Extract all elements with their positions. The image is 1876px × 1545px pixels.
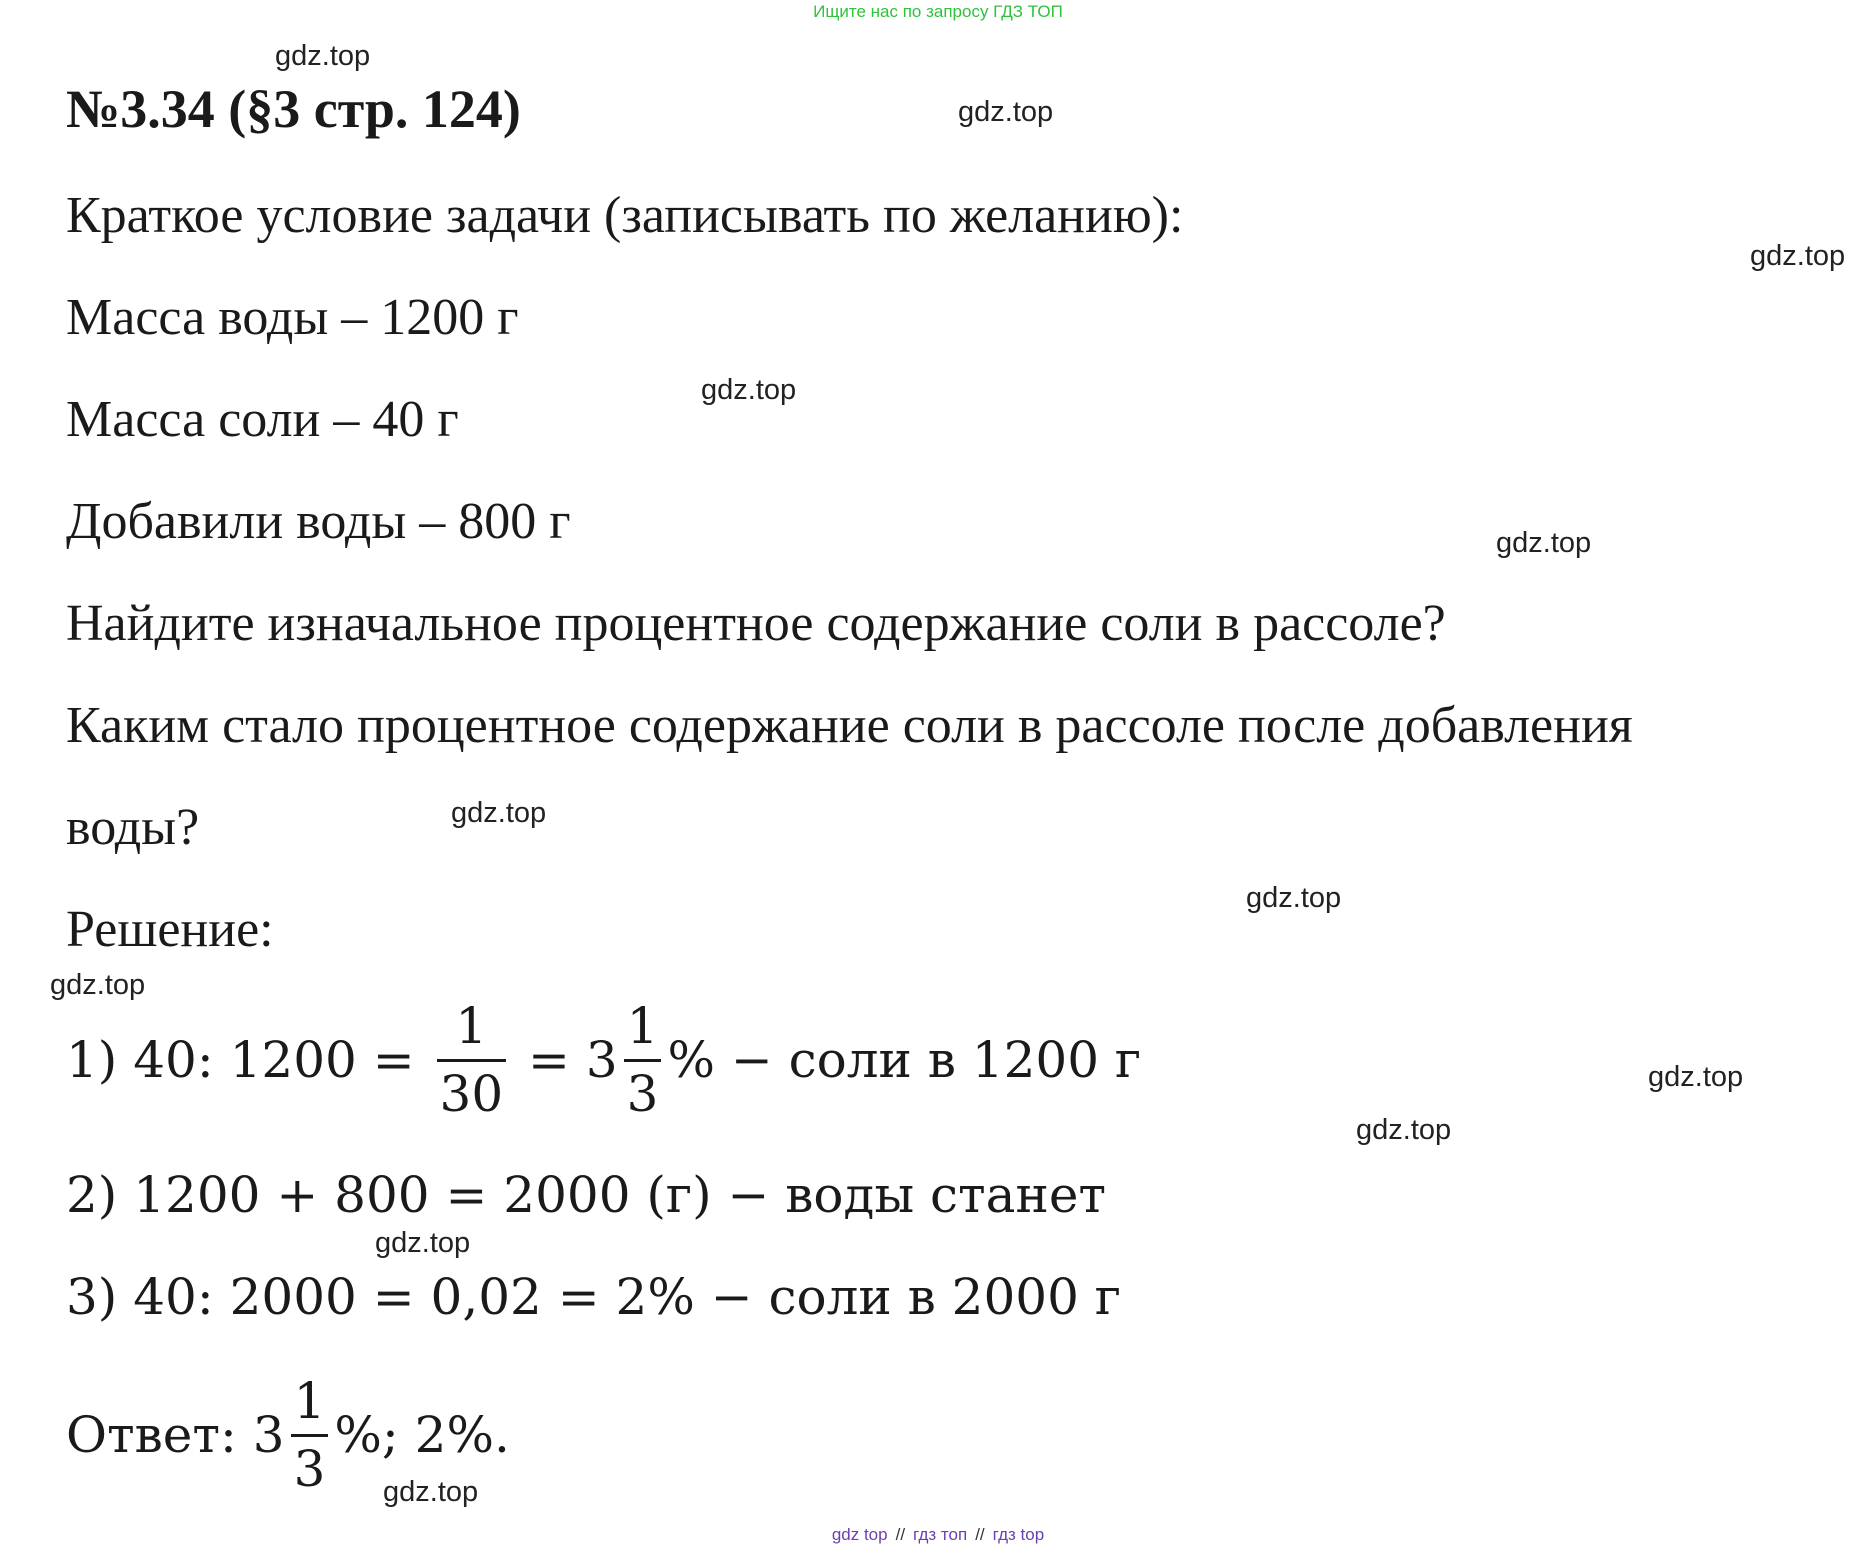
condition-added-water: Добавили воды – 800 г [66, 493, 571, 550]
condition-water-mass: Масса воды – 1200 г [66, 289, 519, 346]
watermark: gdz.top [701, 374, 797, 406]
step1-tail: % − соли в 1200 г [667, 1031, 1142, 1089]
condition-salt-mass: Масса соли – 40 г [66, 391, 459, 448]
step1-mixed-fraction [624, 997, 662, 1123]
fraction-bar [437, 1059, 507, 1062]
solution-step-1 [66, 997, 1142, 1123]
bottom-banner-separator: // [895, 1525, 906, 1544]
bottom-banner-item: гдз топ [913, 1525, 968, 1544]
watermark: gdz.top [1246, 882, 1342, 914]
watermark: gdz.top [383, 1476, 479, 1508]
watermark: gdz.top [50, 969, 146, 1001]
question-final-percent-line2: воды? [66, 799, 200, 856]
watermark: gdz.top [1648, 1061, 1744, 1093]
watermark: gdz.top [1750, 240, 1846, 272]
answer-prefix: Ответ: 3 [66, 1406, 285, 1464]
bottom-banner-item: gdz top [831, 1525, 888, 1544]
solution-step-2 [66, 1166, 1107, 1224]
watermark: gdz.top [1356, 1114, 1452, 1146]
solution-step-3 [66, 1268, 1121, 1326]
fraction-bar [291, 1434, 329, 1437]
step1-fraction-denominator: 30 [439, 1064, 504, 1123]
step1-equals: = 3 [512, 1031, 618, 1089]
step1-lhs: 1) 40: 1200 = [66, 1031, 431, 1089]
watermark: gdz.top [275, 40, 371, 72]
step1-fraction-numerator: 1 [455, 997, 488, 1055]
fraction-bar [624, 1059, 662, 1062]
watermark: gdz.top [958, 96, 1054, 128]
step1-mixed-denominator: 3 [626, 1064, 659, 1123]
step3-text: 3) 40: 2000 = 0,02 = 2% − соли в 2000 г [66, 1268, 1121, 1326]
answer-fraction-denominator: 3 [293, 1439, 326, 1498]
step1-fraction [437, 997, 507, 1123]
condition-heading: Краткое условие задачи (записывать по желанию): [66, 187, 1184, 244]
answer-fraction [291, 1372, 329, 1498]
answer-tail: %; 2%. [334, 1406, 510, 1464]
question-final-percent-line1: Каким стало процентное содержание соли в рассоле после добавления [66, 697, 1633, 754]
bottom-banner-item: гдз top [992, 1525, 1045, 1544]
top-banner: Ищите нас по запросу ГДЗ ТОП [813, 2, 1063, 21]
question-initial-percent: Найдите изначальное процентное содержание соли в рассоле? [66, 595, 1446, 652]
watermark: gdz.top [451, 797, 547, 829]
watermark: gdz.top [1496, 527, 1592, 559]
solution-heading: Решение: [66, 901, 274, 958]
step2-text: 2) 1200 + 800 = 2000 (г) − воды станет [66, 1166, 1107, 1224]
watermark: gdz.top [375, 1227, 471, 1259]
bottom-banner-separator: // [975, 1525, 985, 1544]
page-title: №3.34 (§3 стр. 124) [66, 79, 521, 139]
step1-mixed-numerator: 1 [626, 997, 659, 1055]
answer-fraction-numerator: 1 [293, 1372, 326, 1430]
bottom-banner [0, 1525, 1876, 1545]
